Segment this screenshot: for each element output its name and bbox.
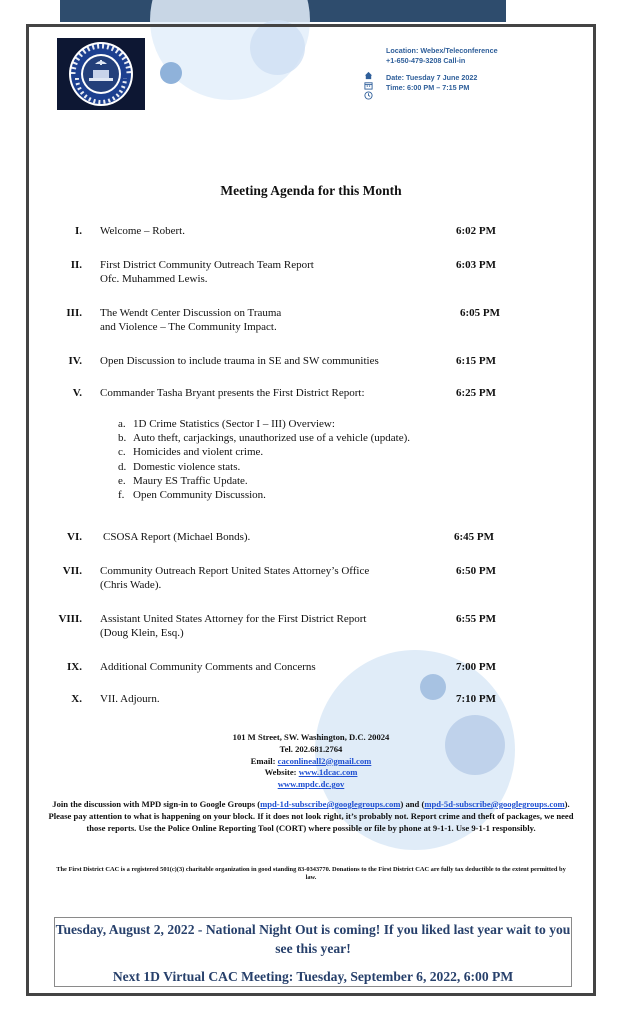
- agenda-text: VII. Adjourn.: [100, 693, 160, 705]
- agenda-time: 6:03 PM: [456, 259, 497, 271]
- council-seal-logo: [57, 38, 145, 110]
- agenda-number: II.: [70, 259, 82, 271]
- contact-address-block: [0, 732, 622, 791]
- report-subitems: [118, 417, 410, 502]
- agenda-text: The Wendt Center Discussion on Trauma: [100, 307, 282, 319]
- agenda-number: IV.: [68, 355, 82, 367]
- subitem: d. Domestic violence stats.: [118, 460, 241, 473]
- agenda-text: (Doug Klein, Esq.): [100, 627, 184, 639]
- night-out-announcement: Tuesday, August 2, 2022 - National Night Out is coming! If you liked last year wait to you see this year!: [55, 922, 571, 956]
- next-meeting-announcement: Next 1D Virtual CAC Meeting: Tuesday, September 6, 2022, 6:00 PM: [112, 969, 514, 984]
- agenda-time: 6:15 PM: [456, 355, 497, 367]
- join-discussion-paragraph: Join the discussion with MPD sign-in to Google Groups (mpd-1d-subscribe@googlegroups.com) and (mpd-5d-subscribe@googlegroups.com). Please pay attention to what is happening on your block. If it does not look right, it’s probably not. Report crime and theft of packages, we need those reports. Use the Police Online Reporting Tool (CORT) where possible or file by phone at 9-1-1. Use 9-1-1 responsibly.: [48, 799, 574, 833]
- telephone: Tel. 202.681.2764: [279, 743, 343, 754]
- subitem: b. Auto theft, carjackings, unauthorized use of a vehicle (update).: [118, 432, 411, 445]
- agenda-time: 7:00 PM: [456, 661, 497, 673]
- agenda-text: Ofc. Muhammed Lewis.: [100, 273, 208, 285]
- agenda-text: Welcome – Robert.: [100, 225, 185, 237]
- agenda-time: 6:45 PM: [454, 531, 495, 543]
- calendar-icon: [364, 81, 373, 90]
- agenda-number: IX.: [67, 661, 82, 673]
- street-address: 101 M Street, SW. Washington, D.C. 20024: [232, 732, 390, 742]
- meeting-details: [386, 46, 498, 92]
- google-group-1d-link[interactable]: mpd-1d-subscribe@googlegroups.com: [260, 799, 401, 809]
- subitem: a. 1D Crime Statistics (Sector I – III) Overview:: [118, 418, 335, 430]
- announcement-banner: [54, 917, 572, 987]
- website-link[interactable]: www.1dcac.com: [298, 767, 358, 778]
- subitem: c. Homicides and violent crime.: [118, 446, 264, 459]
- agenda-number: VII.: [62, 565, 82, 577]
- agenda-text: Open Discussion to include trauma in SE and SW communities: [100, 355, 379, 367]
- website-line: Website: www.1dcac.com: [264, 767, 358, 778]
- agenda-text: and Violence – The Community Impact.: [100, 321, 277, 333]
- agenda-title: Meeting Agenda for this Month: [220, 183, 402, 198]
- time-text: Time: 6:00 PM – 7:15 PM: [386, 82, 470, 92]
- home-icon: [364, 71, 373, 80]
- clock-icon: [364, 91, 373, 100]
- agenda-text: Commander Tasha Bryant presents the First District Report:: [100, 387, 365, 399]
- agenda-number: VI.: [67, 531, 82, 543]
- agenda-number: VIII.: [58, 613, 82, 625]
- agenda-time: 6:05 PM: [460, 307, 501, 319]
- page-frame: [26, 24, 596, 996]
- mpdc-link[interactable]: www.mpdc.dc.gov: [277, 779, 345, 790]
- date-text: Date: Tuesday 7 June 2022: [386, 73, 478, 82]
- contact-icons: [364, 71, 378, 101]
- agenda-text: First District Community Outreach Team Report: [100, 259, 314, 271]
- agenda-text: (Chris Wade).: [100, 579, 162, 591]
- agenda-number: III.: [66, 307, 82, 319]
- agenda-number: X.: [71, 693, 82, 705]
- agenda-text: CSOSA Report (Michael Bonds).: [103, 531, 251, 543]
- subitem: e. Maury ES Traffic Update.: [118, 474, 248, 487]
- agenda-time: 6:25 PM: [456, 387, 497, 399]
- email-line: Email: caconlineall2@gmail.com: [250, 755, 372, 766]
- google-group-5d-link[interactable]: mpd-5d-subscribe@googlegroups.com: [424, 799, 565, 809]
- agenda-text: Assistant United States Attorney for the First District Report: [100, 613, 367, 625]
- email-link[interactable]: caconlineall2@gmail.com: [277, 755, 372, 766]
- agenda-text: Community Outreach Report United States Attorney’s Office: [100, 565, 370, 577]
- agenda-time: 7:10 PM: [456, 693, 497, 705]
- agenda-text: Additional Community Comments and Concerns: [100, 661, 316, 673]
- agenda-time: 6:50 PM: [456, 565, 497, 577]
- subitem: f. Open Community Discussion.: [118, 489, 266, 502]
- location-text: Location: Webex/Teleconference: [386, 46, 498, 55]
- phone-text: +1-650-479-3208 Call-in: [386, 55, 466, 65]
- agenda-number: V.: [72, 387, 82, 399]
- agenda-time: 6:55 PM: [456, 613, 497, 625]
- agenda-time: 6:02 PM: [456, 225, 497, 237]
- agenda-number: I.: [74, 225, 82, 237]
- nonprofit-disclaimer: The First District CAC is a registered 501(c)(3) charitable organization in good standing 83-0343770. Donations to the First District CAC are fully tax deductible to the extent permitted by law.: [56, 866, 566, 882]
